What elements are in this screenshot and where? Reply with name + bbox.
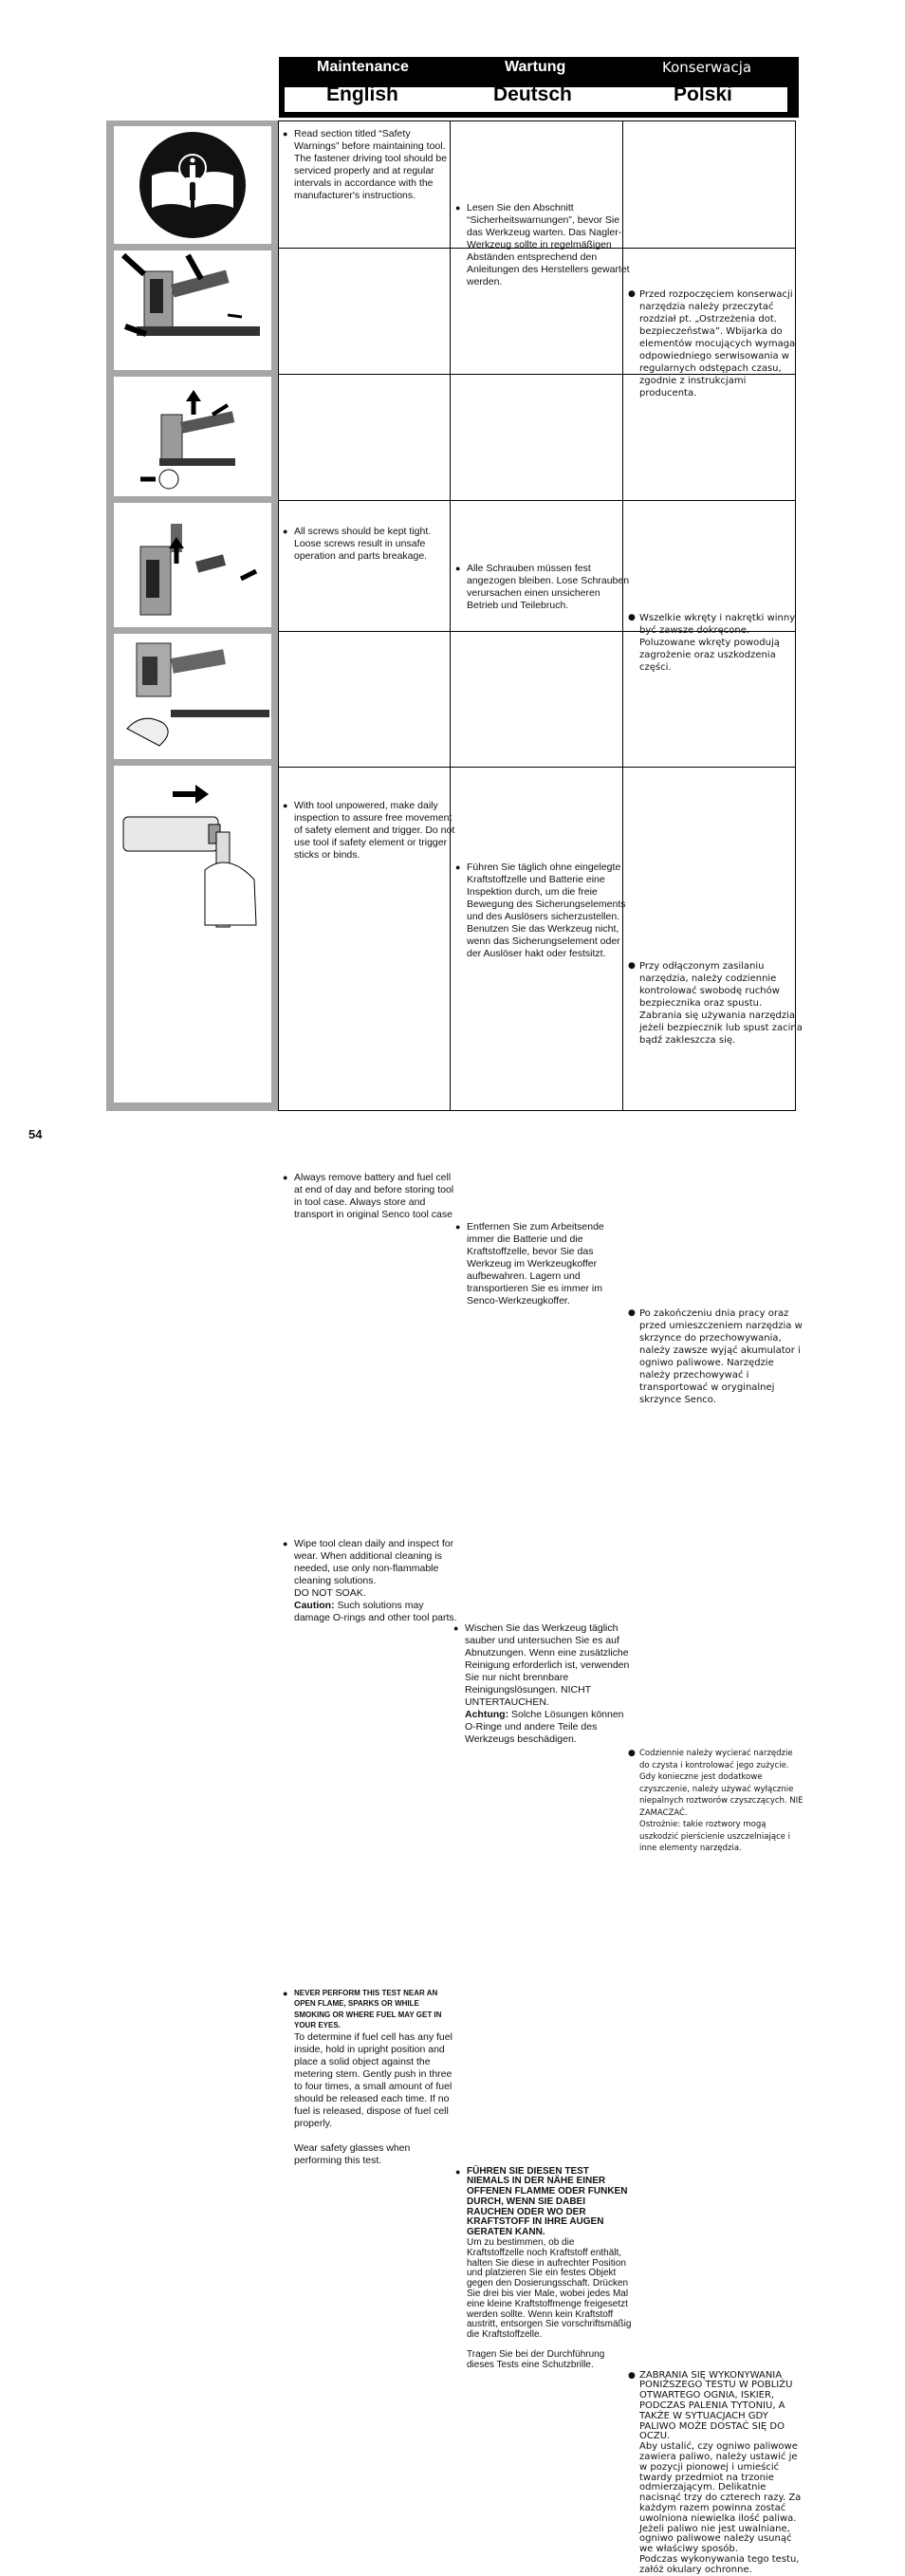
caution-label: Caution: [294,1600,335,1611]
row1-en-text: ● Read section titled “Safety Warnings” before maintaining tool. The fastener driving tool should be serviced properly and at regular intervals in accordance with the manufacturer's instructions. [283,128,457,202]
wipe-tool-illustration [114,634,271,759]
row6-en-body: To determine if fuel cell has any fuel inside, hold in upright position and place a solid object against the metering stem. Gently push in three to four times, a small amount of fuel should be released each time. If no fuel is released, dispose of fuel cell properly. [294,2030,452,2129]
row5-de-caution [465,1709,632,1746]
row4-en-text: ● Always remove battery and fuel cell at end of day and before storing tool in tool case. Always store and transport in original Senco tool case [283,1172,457,1221]
row-divider [278,1110,796,1111]
row5-pl-text: ● Codziennie należy wycierać narzędzie do czysta i kontrolować jego zużycie. Gdy konieczne jest dodatkowe czyszczenie, należy używać wyłącznie niepalnych roztworów czyszczących. NIE ZAMACZAĆ. [639,1749,803,1818]
row6-de-glasses: Tragen Sie bei der Durchführung dieses Tests eine Schutzbrille. [467,2349,605,2370]
row2-en-text: ● All screws should be kept tight. Loose screws result in unsafe operation and parts breakage. [283,526,457,563]
battery-removal-illustration [114,503,271,627]
row3-pl-text: ● Przy odłączonym zasilaniu narzędzia, należy codziennie kontrolować swobodę ruchów bezpiecznika oraz spustu. Zabrania się używania narzędzia jeżeli bezpiecznik lub spust zacina bądź zakleszcza się. [628,960,804,1047]
caution-text: Such solutions may damage O-rings and other tool parts. [294,1600,457,1623]
language-en: English [326,83,398,105]
row5-pl-cell [628,1748,804,1855]
row6-de-body: Um zu bestimmen, ob die Kraftstoffzelle noch Kraftstoff enthält, halten Sie diese in aufrechter Position und platzieren Sie ein festes Objekt gegen den Dosierungsschaft. Drücken Sie drei bis vier Male, wobei jedes Mal eine kleine Kraftstoffmenge freigesetzt werden sollte. Wenn kein Kraftstoff austritt, entsorgen Sie vorschriftsmäßig die Kraftstoffzelle. [467,2237,632,2341]
row4-de-text: ● Entfernen Sie zum Arbeitsende immer die Batterie und die Kraftstoffzelle, bevor Sie das Werkzeug im Werkzeugkoffer aufbewahren. Lagern und transportieren Sie es immer im Senco-Werkzeugkoffer. [455,1221,630,1307]
caution-text: Solche Lösungen können O-Ringe und andere Teile des Werkzeugs beschädigen. [465,1709,624,1745]
row5-en-cell [283,1538,457,1624]
row-divider [278,120,796,121]
row2-de-text: ● Alle Schrauben müssen fest angezogen bleiben. Lose Schrauben verursachen einen unsicheren Betrieb und Teilebruch. [455,563,630,612]
row5-en-caution [294,1600,457,1624]
language-bar [285,83,787,112]
row1-de-text: ● Lesen Sie den Abschnitt “Sicherheitswarnungen”, bevor Sie das Werkzeug warten. Das Nagler-Werkzeug sollte in regelmäßigen Abständen entsprechend den Anleitungen des Herstellers gewartet werden. [455,202,630,288]
row2-pl-text: ● Wszelkie wkręty i nakrętki winny być zawsze dokręcone. Poluzowane wkręty powodują zagrożenie oraz uszkodzenia części. [628,612,804,674]
column-divider [278,120,279,1111]
row5-de-cell [453,1622,632,1746]
tool-screws-illustration [114,250,271,370]
row3-en-text: ● With tool unpowered, make daily inspection to assure free movement of safety element and trigger. Do not use tool if safety element or trigger sticks or binds. [283,800,457,862]
section-title-pl: Konserwacja [662,59,752,76]
row1-pl-text: ● Przed rozpoczęciem konserwacji narzędzia należy przeczytać rozdział pt. „Ostrzeżenia dot. bezpieczeństwa”. Wbijarka do elementów mocujących wymaga odpowiedniego serwisowania w regularnych odstępach czasu, zgodnie z instrukcjami producenta. [628,288,804,399]
row6-en-glasses: Wear safety glasses when performing this test. [294,2141,411,2166]
row6-pl-body: Aby ustalić, czy ogniwo paliwowe zawiera paliwo, należy ustawić je w pozycji pionowej i umieścić twardy przedmiot na trzonie odmierzającym. Delikatnie nacisnąć trzy do czterech razy. Za każdym razem powinna zostać uwolniona niewielka ilość paliwa. Jeżeli paliwo nie jest uwalniane, ogniwo paliwowe należy usunąć we właściwy sposób. [639,2441,802,2555]
fuel-cell-test-illustration [114,766,271,1103]
section-header [279,57,799,118]
row6-pl-cell [628,2371,804,2576]
info-book-icon [114,126,271,244]
language-de: Deutsch [493,83,572,105]
row6-de-warning: ● FÜHREN SIE DIESEN TEST NIEMALS IN DER NÄHE EINER OFFENEN FLAMME ODER FUNKEN DURCH, WENN SIE DABEI RAUCHEN ODER WO DER KRAFTSTOFF IN IHRE AUGEN GERATEN KANN. [467,2165,628,2238]
row6-de-cell [455,2167,632,2371]
row5-de-text: ● Wischen Sie das Werkzeug täglich sauber und untersuchen Sie es auf Abnutzungen. Wenn eine zusätzliche Reinigung erforderlich ist, verwenden Sie nur nicht brennbare Reinigungslösungen. NICHT UNTERTAUCHEN. [465,1622,630,1708]
row3-de-text: ● Führen Sie täglich ohne eingelegte Kraftstoffzelle und Batterie eine Inspektion durch, um die freie Bewegung des Sicherungselements und des Auslösers sicherzustellen. Benutzen Sie das Werkzeug nicht, wenn das Sicherungselement oder der Auslöser hakt oder festsitzt. [455,862,630,960]
section-title-de: Wartung [505,59,566,75]
section-title-en: Maintenance [317,59,409,75]
row5-en-do-not-soak: DO NOT SOAK. [294,1587,366,1599]
row5-pl-caution: Ostrożnie: takie roztwory mogą uszkodzić pierścienie uszczelniające i inne elementy narzędzia. [639,1820,791,1853]
row-divider [278,767,796,768]
row-divider [278,500,796,501]
row6-en-cell [283,1988,457,2167]
row6-pl-glasses: Podczas wykonywania tego testu, załóż okulary ochronne. [639,2553,800,2575]
row4-pl-text: ● Po zakończeniu dnia pracy oraz przed umieszczeniem narzędzia w skrzynce do przechowywania, należy zawsze wyjąć akumulator i ogniwo paliwowe. Narzędzie należy przechowywać i transportować w oryginalnej skrzynce Senco. [628,1307,804,1406]
tool-inspection-illustration [114,377,271,496]
row6-en-warning: ● NEVER PERFORM THIS TEST NEAR AN OPEN FLAME, SPARKS OR WHILE SMOKING OR WHERE FUEL MAY GET IN YOUR EYES. [294,1988,442,2029]
caution-label: Achtung: [465,1709,509,1720]
column-divider [450,120,451,1111]
row5-en-text: ● Wipe tool clean daily and inspect for wear. When additional cleaning is needed, use only non-flammable cleaning solutions. [294,1538,454,1586]
language-pl: Polski [674,83,732,105]
page-number: 54 [28,1127,43,1141]
row6-pl-warning: ● ZABRANIA SIĘ WYKONYWANIA PONIŻSZEGO TESTU W POBLIŻU OTWARTEGO OGNIA, ISKIER, PODCZAS PALENIA TYTONIU, A TAKŻE W SYTUACJACH GDY PALIWO MOŻE DOSTAĆ SIĘ DO OCZU. [639,2369,793,2442]
